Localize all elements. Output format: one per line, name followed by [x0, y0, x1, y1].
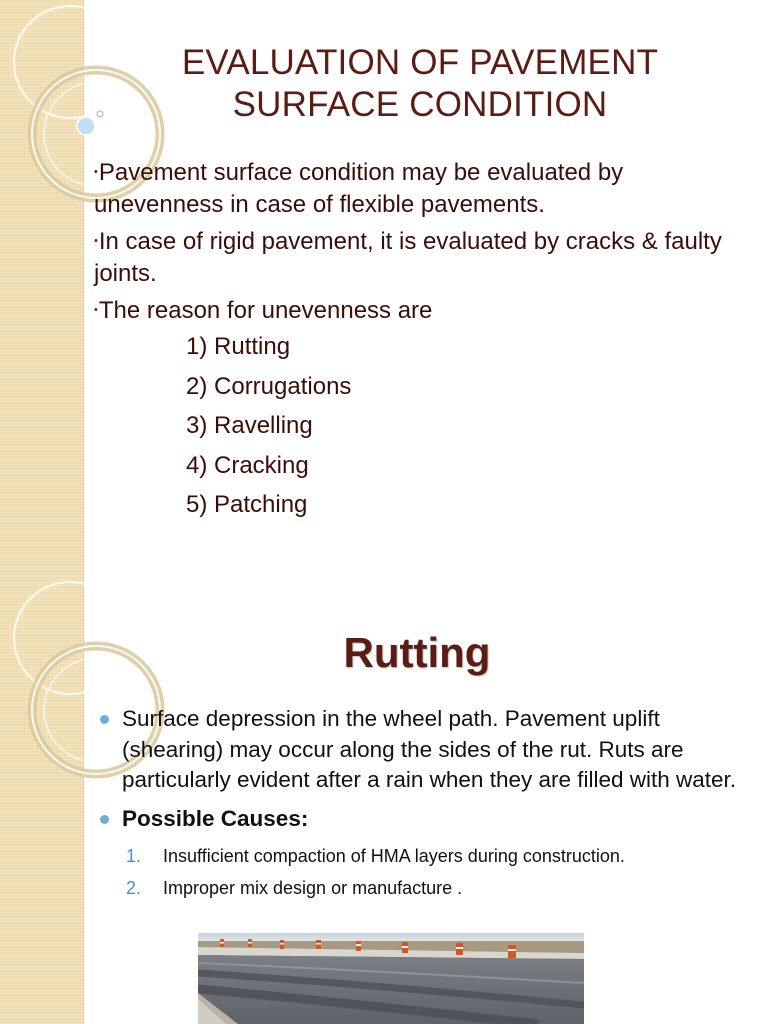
rutted-road-photo — [198, 933, 584, 1024]
bullet-icon — [100, 715, 109, 724]
paragraph-reasons-intro: •The reason for unevenness are — [94, 297, 433, 324]
slide-rutting — [0, 576, 768, 1024]
road-image-icon — [198, 933, 584, 1024]
slide-body — [100, 704, 750, 904]
list-item: 1) Rutting — [186, 333, 291, 360]
slide-body — [94, 156, 744, 529]
paragraph-rigid: •In case of rigid pavement, it is evaluated by cracks & faulty joints. — [94, 228, 722, 287]
bullet-icon — [100, 815, 109, 824]
list-item: 4) Cracking — [186, 451, 309, 479]
slide-title: EVALUATION OF PAVEMENT SURFACE CONDITION — [181, 43, 659, 124]
reasons-list — [186, 331, 744, 521]
list-item: 2. Improper mix design or manufacture . — [126, 878, 463, 898]
list-item: 3) Ravelling — [186, 412, 313, 439]
description-item: Surface depression in the wheel path. Pavement uplift (shearing) may occur along the sides of the rut. Ruts are particularly evident after a rain when they are filled with water. — [100, 704, 750, 796]
list-item: 1. Insufficient compaction of HMA layers during construction. — [126, 846, 625, 866]
bullet-icon: • — [94, 235, 98, 247]
slide-title: Rutting — [343, 629, 491, 676]
causes-list — [126, 840, 750, 904]
list-item: 5) Patching — [186, 491, 308, 518]
list-item: 2) Corrugations — [186, 372, 352, 400]
paragraph-flexible: •Pavement surface condition may be evaluated by unevenness in case of flexible pavements. — [94, 159, 624, 218]
causes-heading-item: Possible Causes: — [100, 804, 750, 835]
bullet-icon: • — [94, 304, 98, 316]
bullet-icon: • — [94, 166, 98, 178]
